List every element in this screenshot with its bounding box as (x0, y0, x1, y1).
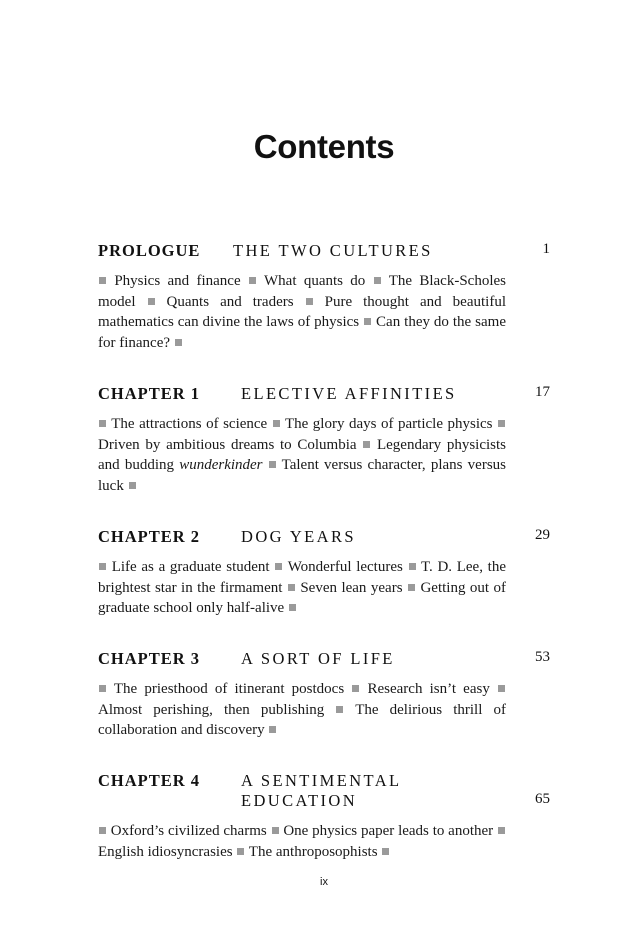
square-bullet-icon (364, 318, 371, 325)
square-bullet-icon (269, 461, 276, 468)
toc-entry-chapter-4 (98, 771, 550, 862)
page-title: Contents (253, 128, 395, 165)
square-bullet-icon (352, 685, 359, 692)
entry-title: DOG YEARS (241, 527, 356, 546)
toc-entry-header (98, 527, 550, 549)
entry-page-number: 17 (535, 384, 550, 400)
entry-description: Life as a graduate student Wonderful lectures T. D. Lee, the brightest star in the firmament Seven lean years Getting out of graduate school only half-alive (98, 559, 507, 616)
toc-entry-chapter-2 (98, 527, 550, 619)
entry-label: CHAPTER 2 (98, 527, 201, 546)
square-bullet-icon (129, 482, 136, 489)
square-bullet-icon (306, 298, 313, 305)
toc-entry-chapter-1 (98, 384, 550, 496)
square-bullet-icon (249, 277, 256, 284)
entry-title: THE TWO CULTURES (233, 241, 433, 260)
square-bullet-icon (273, 420, 280, 427)
page-folio: ix (320, 876, 328, 888)
square-bullet-icon (99, 277, 106, 284)
toc-entry-prologue (98, 241, 550, 353)
entry-title: ELECTIVE AFFINITIES (241, 384, 457, 403)
square-bullet-icon (269, 726, 276, 733)
toc-entry-header (98, 649, 550, 671)
square-bullet-icon (148, 298, 155, 305)
square-bullet-icon (409, 563, 416, 570)
entry-title: A SORT OF LIFE (241, 649, 395, 668)
entry-label: CHAPTER 3 (98, 649, 201, 668)
square-bullet-icon (237, 848, 244, 855)
square-bullet-icon (498, 827, 505, 834)
square-bullet-icon (272, 827, 279, 834)
square-bullet-icon (498, 685, 505, 692)
entry-description: Oxford’s civilized charms One physics paper leads to another English idiosyncrasies The anthroposophists (98, 821, 506, 862)
square-bullet-icon (498, 420, 505, 427)
entry-label: PROLOGUE (98, 241, 201, 260)
toc-entry-chapter-3 (98, 649, 550, 741)
square-bullet-icon (99, 420, 106, 427)
entry-page-number: 1 (542, 241, 550, 257)
entry-title: A SENTIMENTAL EDUCATION (241, 771, 401, 810)
entry-description: Physics and finance What quants do The Black-Scholes model Quants and traders Pure thought and beautiful mathematics can divine the laws of physics Can they do the same for finance? (98, 273, 506, 351)
square-bullet-icon (275, 563, 282, 570)
square-bullet-icon (408, 584, 415, 591)
square-bullet-icon (336, 706, 343, 713)
square-bullet-icon (99, 563, 106, 570)
entry-description: The priesthood of itinerant postdocs Research isn’t easy Almost perishing, then publishing The delirious thrill of collaboration and discovery (98, 681, 506, 738)
square-bullet-icon (288, 584, 295, 591)
toc-entry-header (98, 384, 550, 406)
square-bullet-icon (363, 441, 370, 448)
square-bullet-icon (289, 604, 296, 611)
square-bullet-icon (175, 339, 182, 346)
entry-label: CHAPTER 4 (98, 771, 201, 790)
entry-page-number: 65 (535, 791, 550, 807)
square-bullet-icon (99, 827, 106, 834)
entry-page-number: 53 (535, 649, 550, 665)
square-bullet-icon (99, 685, 106, 692)
entry-label: CHAPTER 1 (98, 384, 201, 403)
entry-page-number: 29 (535, 527, 550, 543)
toc-entry-header (98, 771, 550, 813)
square-bullet-icon (374, 277, 381, 284)
square-bullet-icon (382, 848, 389, 855)
toc-entry-header (98, 241, 550, 263)
entry-description: The attractions of science The glory days of particle physics Driven by ambitious dreams to Columbia Legendary physicists and budding wunderkinder Talent versus character, plans versus luck (98, 416, 506, 494)
